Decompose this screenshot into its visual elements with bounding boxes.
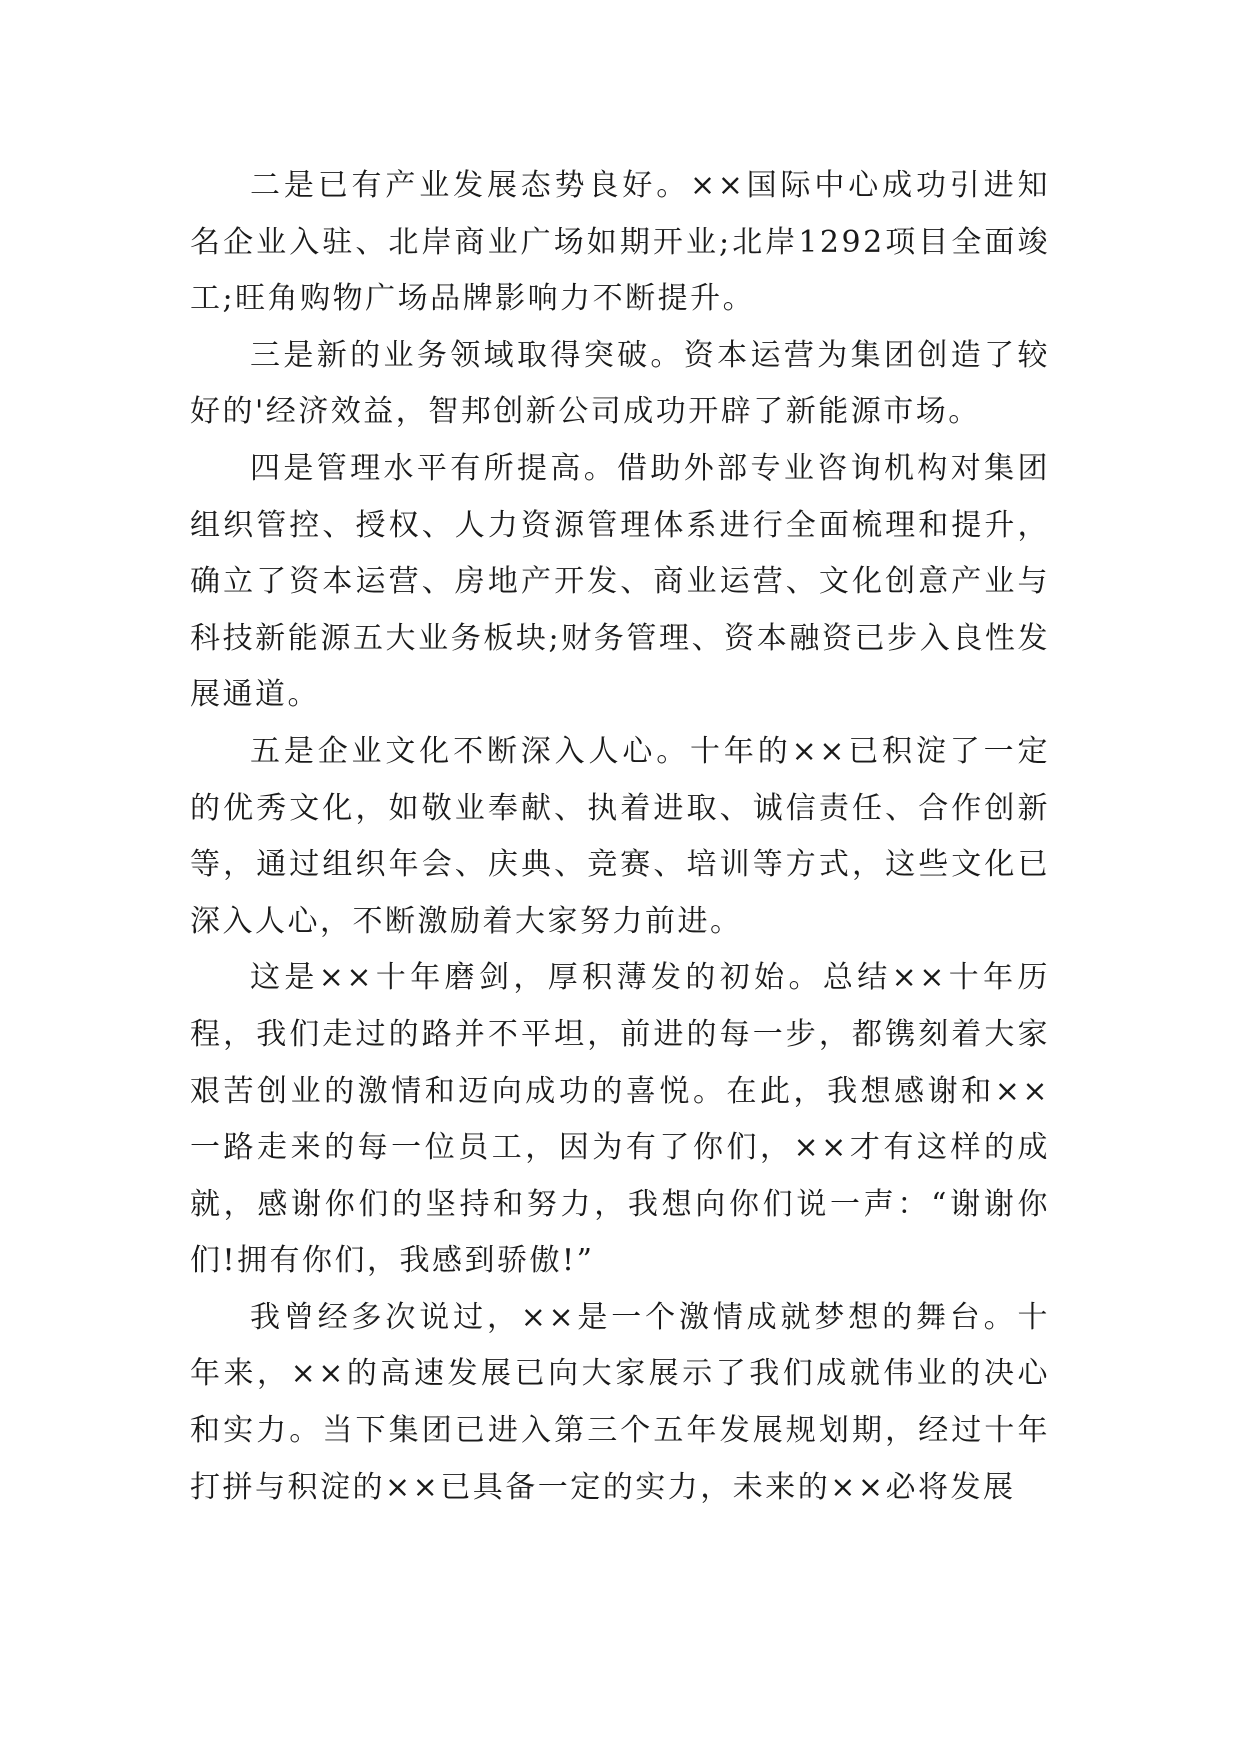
paragraph-ten-years: 这是××十年磨剑，厚积薄发的初始。总结××十年历程，我们走过的路并不平坦，前进的每一步，都镌刻着大家艰苦创业的激情和迈向成功的喜悦。在此，我想感谢和××一路走来的每一位员工，因为有了你们，××才有这样的成就，感谢你们的坚持和努力，我想向你们说一声：“谢谢你们!拥有你们，我感到骄傲!” — [190, 960, 1050, 1279]
paragraph-existing-industries: 二是已有产业发展态势良好。××国际中心成功引进知名企业入驻、北岸商业广场如期开业;北岸1292项目全面竣工;旺角购物广场品牌影响力不断提升。 — [190, 168, 1050, 317]
paragraph-management: 四是管理水平有所提高。借助外部专业咨询机构对集团组织管控、授权、人力资源管理体系进行全面梳理和提升，确立了资本运营、房地产开发、商业运营、文化创意产业与科技新能源五大业务板块;财务管理、资本融资已步入良性发展通道。 — [190, 450, 1050, 713]
document-body — [190, 158, 1050, 1516]
paragraph-future: 我曾经多次说过，××是一个激情成就梦想的舞台。十年来，××的高速发展已向大家展示了我们成就伟业的决心和实力。当下集团已进入第三个五年发展规划期，经过十年打拼与积淀的××已具备一定的实力，未来的××必将发展 — [190, 1299, 1050, 1505]
paragraph-corporate-culture: 五是企业文化不断深入人心。十年的××已积淀了一定的优秀文化，如敬业奉献、执着进取、诚信责任、合作创新等，通过组织年会、庆典、竞赛、培训等方式，这些文化已深入人心，不断激励着大家努力前进。 — [190, 733, 1050, 939]
paragraph-new-business: 三是新的业务领域取得突破。资本运营为集团创造了较好的'经济效益，智邦创新公司成功开辟了新能源市场。 — [190, 337, 1050, 430]
